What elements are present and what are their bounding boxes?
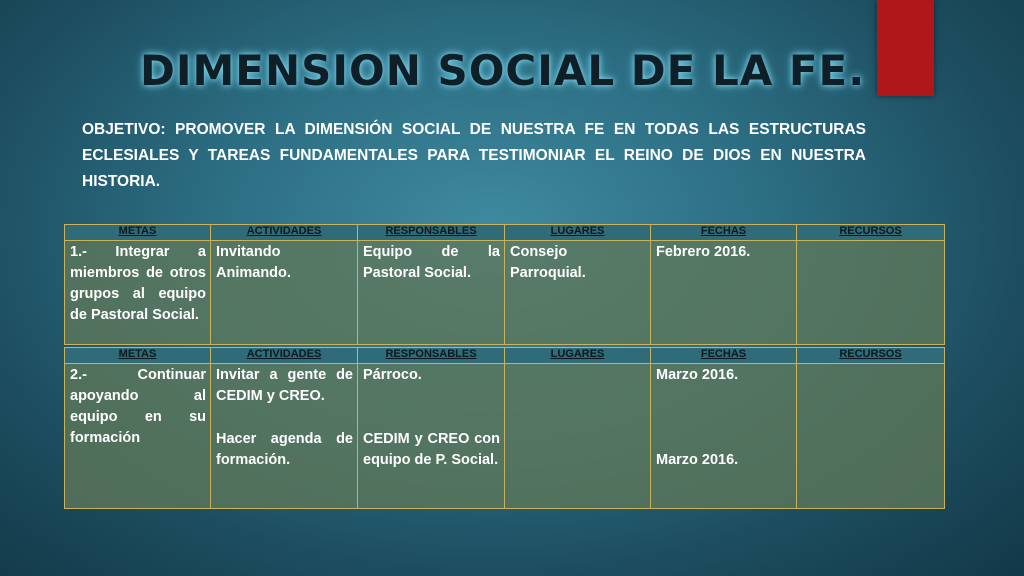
cell-fechas: Febrero 2016. — [651, 241, 797, 345]
responsable-line: CEDIM y CREO con equipo de P. Social. — [363, 431, 500, 468]
cell-actividades — [211, 364, 358, 509]
header-actividades: ACTIVIDADES — [211, 225, 358, 241]
cell-responsables — [358, 364, 505, 509]
header-lugares: LUGARES — [505, 348, 651, 364]
table-header-row — [65, 225, 945, 241]
header-metas: METAS — [65, 225, 211, 241]
header-actividades: ACTIVIDADES — [211, 348, 358, 364]
cell-actividades — [211, 241, 358, 345]
plan-table-1 — [64, 224, 945, 345]
objective-text: OBJETIVO: PROMOVER LA DIMENSIÓN SOCIAL DE NUESTRA FE EN TODAS LAS ESTRUCTURAS ECLESIALES Y TAREAS FUNDAMENTALES PARA TESTIMONIAR EL REINO DE DIOS EN NUESTRA HISTORIA. — [82, 121, 866, 190]
header-responsables: RESPONSABLES — [358, 348, 505, 364]
slide-title: DIMENSION SOCIAL DE LA FE. — [140, 46, 866, 95]
accent-tab — [877, 0, 934, 96]
table-header-row — [65, 348, 945, 364]
table-row — [65, 241, 945, 345]
cell-lugares — [505, 364, 651, 509]
cell-fechas — [651, 364, 797, 509]
fecha-line: Marzo 2016. — [656, 452, 739, 468]
header-responsables: RESPONSABLES — [358, 225, 505, 241]
plan-table-2 — [64, 347, 945, 509]
table-row — [65, 364, 945, 509]
header-recursos: RECURSOS — [797, 225, 945, 241]
header-lugares: LUGARES — [505, 225, 651, 241]
header-fechas: FECHAS — [651, 348, 797, 364]
cell-lugares: Consejo Parroquial. — [505, 241, 651, 345]
activity-line: Invitar a gente de CEDIM y CREO. — [216, 367, 353, 404]
activity-line: Hacer agenda de formación. — [216, 431, 353, 468]
cell-meta: 2.- Continuar apoyando al equipo en su formación — [65, 364, 211, 509]
cell-recursos — [797, 241, 945, 345]
header-fechas: FECHAS — [651, 225, 797, 241]
cell-recursos — [797, 364, 945, 509]
activity-line: Animando. — [216, 265, 291, 281]
cell-responsables: Equipo de la Pastoral Social. — [358, 241, 505, 345]
header-recursos: RECURSOS — [797, 348, 945, 364]
header-metas: METAS — [65, 348, 211, 364]
responsable-line: Párroco. — [363, 367, 422, 383]
fecha-line: Marzo 2016. — [656, 367, 739, 383]
activity-line: Invitando — [216, 244, 281, 260]
cell-meta: 1.- Integrar a miembros de otros grupos al equipo de Pastoral Social. — [65, 241, 211, 345]
